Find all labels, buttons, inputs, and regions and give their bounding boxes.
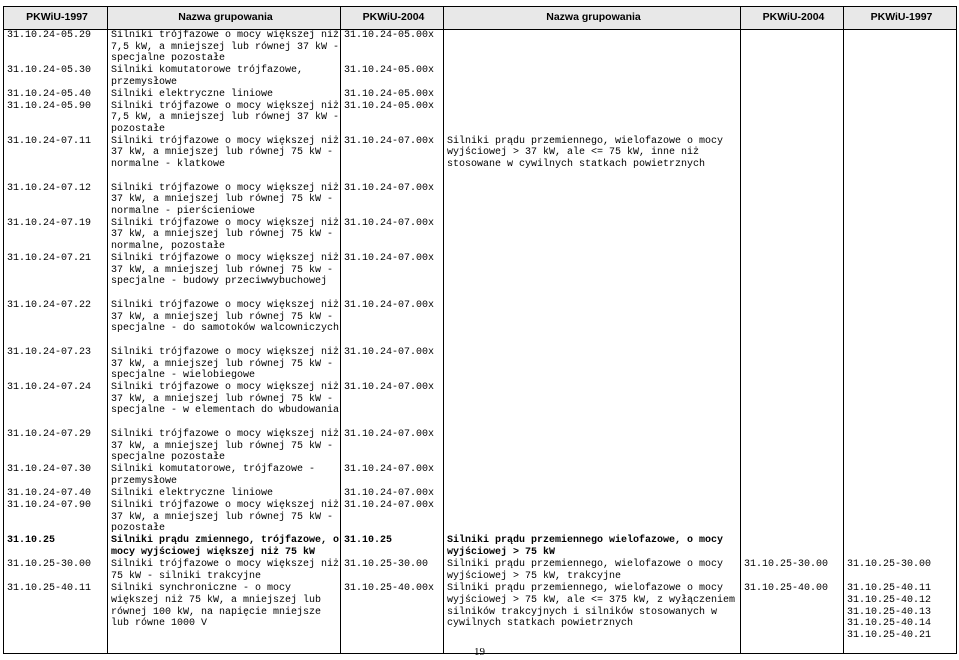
cell-col6: [844, 300, 957, 347]
cell-col6: [844, 464, 957, 488]
header-nazwa-grupowania: Nazwa grupowania: [108, 7, 341, 30]
cell-col4: [444, 347, 741, 382]
cell-col4: [444, 253, 741, 300]
cell-col5: [741, 488, 844, 500]
table-row: [4, 136, 957, 183]
cell-col5: [741, 429, 844, 464]
cell-col1: 31.10.24-07.19: [4, 218, 108, 253]
header-pkwiu-1997: PKWiU-1997: [4, 7, 108, 30]
cell-col2: Silniki trójfazowe o mocy większej niż 37 kW, a mniejszej lub równej 75 kW - specjalne - do samotoków walcowniczych: [108, 300, 341, 347]
cell-col5: [741, 101, 844, 136]
table-row: [4, 535, 957, 559]
cell-col4: Silniki prądu przemiennego wielofazowe, o mocy wyjściowej > 75 kW: [444, 535, 741, 559]
cell-col3: 31.10.24-07.00x: [341, 382, 444, 429]
cell-col4: [444, 300, 741, 347]
cell-col1: 31.10.24-05.30: [4, 65, 108, 88]
table-row: [4, 30, 957, 66]
table-row: [4, 382, 957, 429]
table-row: [4, 464, 957, 488]
cell-col5: [741, 183, 844, 218]
cell-col1: 31.10.24-07.30: [4, 464, 108, 488]
cell-col4: [444, 488, 741, 500]
cell-col3: 31.10.25-40.00x: [341, 583, 444, 653]
cell-col5: [741, 218, 844, 253]
cell-col5: [741, 347, 844, 382]
cell-col1: 31.10.24-07.22: [4, 300, 108, 347]
cell-col5: [741, 136, 844, 183]
cell-col1: 31.10.25: [4, 535, 108, 559]
cell-col4: [444, 500, 741, 535]
cell-col2: Silniki elektryczne liniowe: [108, 488, 341, 500]
table-row: [4, 183, 957, 218]
table-row: [4, 101, 957, 136]
cell-col6: [844, 429, 957, 464]
header-nazwa-grupowania-2004: Nazwa grupowania: [444, 7, 741, 30]
cell-col3: 31.10.25-30.00: [341, 559, 444, 583]
cell-col1: 31.10.25-40.11: [4, 583, 108, 653]
cell-col5: [741, 300, 844, 347]
cell-col6: [844, 253, 957, 300]
cell-col2: Silniki trójfazowe o mocy większej niż 37 kW, a mniejszej lub równej 75 kW - specjalne - w elementach do wbudowania: [108, 382, 341, 429]
cell-col6: [844, 488, 957, 500]
cell-col5: [741, 535, 844, 559]
table-row: [4, 89, 957, 101]
cell-col6: 31.10.25-40.11 31.10.25-40.12 31.10.25-40.13 31.10.25-40.14 31.10.25-40.21: [844, 583, 957, 653]
cell-col1: 31.10.24-05.90: [4, 101, 108, 136]
cell-col4: [444, 30, 741, 66]
cell-col3: 31.10.25: [341, 535, 444, 559]
cell-col4: Silniki prądu przemiennego, wielofazowe o mocy wyjściowej > 75 kW, ale <= 375 kW, z wyłączeniem silników trakcyjnych i silników stosowanych w cywilnych statkach powietrznych: [444, 583, 741, 653]
cell-col6: [844, 535, 957, 559]
cell-col3: 31.10.24-07.00x: [341, 464, 444, 488]
cell-col4: Silniki prądu przemiennego, wielofazowe o mocy wyjściowej > 37 kW, ale <= 75 kW, inne niż stosowane w cywilnych statkach powietrznych: [444, 136, 741, 183]
cell-col4: [444, 89, 741, 101]
cell-col3: 31.10.24-07.00x: [341, 300, 444, 347]
cell-col1: 31.10.24-05.29: [4, 30, 108, 66]
cell-col4: Silniki prądu przemiennego, wielofazowe o mocy wyjściowej > 75 kW, trakcyjne: [444, 559, 741, 583]
cell-col1: 31.10.24-07.24: [4, 382, 108, 429]
cell-col5: [741, 500, 844, 535]
cell-col3: 31.10.24-07.00x: [341, 347, 444, 382]
cell-col4: [444, 101, 741, 136]
cell-col1: 31.10.25-30.00: [4, 559, 108, 583]
cell-col2: Silniki komutatorowe, trójfazowe - przemysłowe: [108, 464, 341, 488]
cell-col2: Silniki trójfazowe o mocy większej niż 37 kW, a mniejszej lub równej 75 kW - normalne - klatkowe: [108, 136, 341, 183]
cell-col2: Silniki trójfazowe o mocy większej niż 37 kW, a mniejszej lub równej 75 kW - specjalne pozostałe: [108, 429, 341, 464]
cell-col3: 31.10.24-07.00x: [341, 500, 444, 535]
cell-col4: [444, 65, 741, 88]
page-number: 19: [474, 646, 485, 658]
cell-col1: 31.10.24-07.40: [4, 488, 108, 500]
cell-col6: [844, 218, 957, 253]
cell-col5: [741, 30, 844, 66]
cell-col6: [844, 500, 957, 535]
table-row: [4, 429, 957, 464]
cell-col6: [844, 347, 957, 382]
table-row: [4, 347, 957, 382]
cell-col4: [444, 429, 741, 464]
cell-col1: 31.10.24-07.29: [4, 429, 108, 464]
cell-col2: Silniki komutatorowe trójfazowe, przemysłowe: [108, 65, 341, 88]
header-pkwiu-1997-b: PKWiU-1997: [844, 7, 957, 30]
cell-col1: 31.10.24-07.23: [4, 347, 108, 382]
table-row: [4, 500, 957, 535]
cell-col4: [444, 218, 741, 253]
cell-col6: [844, 30, 957, 66]
cell-col4: [444, 183, 741, 218]
table-row: [4, 559, 957, 583]
cell-col2: Silniki trójfazowe o mocy większej niż 37 kW, a mniejszej lub równej 75 kW - normalne, pozostałe: [108, 218, 341, 253]
classification-table: [3, 6, 957, 654]
cell-col2: Silniki trójfazowe o mocy większej niż 7,5 kW, a mniejszej lub równej 37 kW - pozostałe: [108, 101, 341, 136]
cell-col6: 31.10.25-30.00: [844, 559, 957, 583]
cell-col2: Silniki trójfazowe o mocy większej niż 37 kW, a mniejszej lub równej 75 kW - specjalne - wielobiegowe: [108, 347, 341, 382]
cell-col5: [741, 65, 844, 88]
cell-col3: 31.10.24-07.00x: [341, 253, 444, 300]
cell-col2: Silniki trójfazowe o mocy większej niż 7,5 kW, a mniejszej lub równej 37 kW - specjalne pozostałe: [108, 30, 341, 66]
cell-col3: 31.10.24-07.00x: [341, 218, 444, 253]
cell-col5: [741, 89, 844, 101]
cell-col4: [444, 464, 741, 488]
cell-col1: 31.10.24-05.40: [4, 89, 108, 101]
cell-col1: 31.10.24-07.90: [4, 500, 108, 535]
cell-col2: Silniki trójfazowe o mocy większej niż 37 kW, a mniejszej lub równej 75 kw - specjalne - budowy przeciwwybuchowej: [108, 253, 341, 300]
cell-col5: 31.10.25-30.00: [741, 559, 844, 583]
cell-col5: [741, 382, 844, 429]
cell-col4: [444, 382, 741, 429]
cell-col2: Silniki trójfazowe o mocy większej niż 37 kW, a mniejszej lub równej 75 kW - pozostałe: [108, 500, 341, 535]
cell-col5: [741, 253, 844, 300]
header-row: [4, 7, 957, 30]
cell-col5: [741, 464, 844, 488]
cell-col3: 31.10.24-07.00x: [341, 183, 444, 218]
table-row: [4, 218, 957, 253]
cell-col6: [844, 136, 957, 183]
cell-col3: 31.10.24-05.00x: [341, 89, 444, 101]
cell-col2: Silniki elektryczne liniowe: [108, 89, 341, 101]
cell-col3: 31.10.24-07.00x: [341, 488, 444, 500]
cell-col1: 31.10.24-07.12: [4, 183, 108, 218]
table-row: [4, 488, 957, 500]
cell-col3: 31.10.24-05.00x: [341, 101, 444, 136]
header-pkwiu-2004: PKWiU-2004: [341, 7, 444, 30]
cell-col6: [844, 101, 957, 136]
header-pkwiu-2004-b: PKWiU-2004: [741, 7, 844, 30]
cell-col6: [844, 65, 957, 88]
cell-col6: [844, 183, 957, 218]
cell-col2: Silniki trójfazowe o mocy większej niż 75 kW - silniki trakcyjne: [108, 559, 341, 583]
cell-col1: 31.10.24-07.11: [4, 136, 108, 183]
cell-col6: [844, 382, 957, 429]
cell-col3: 31.10.24-07.00x: [341, 136, 444, 183]
cell-col2: Silniki trójfazowe o mocy większej niż 37 kW, a mniejszej lub równej 75 kW - normalne - pierścieniowe: [108, 183, 341, 218]
cell-col3: 31.10.24-05.00x: [341, 65, 444, 88]
table-row: [4, 253, 957, 300]
cell-col3: 31.10.24-05.00x: [341, 30, 444, 66]
table-row: [4, 300, 957, 347]
cell-col1: 31.10.24-07.21: [4, 253, 108, 300]
cell-col3: 31.10.24-07.00x: [341, 429, 444, 464]
table-row: [4, 583, 957, 653]
cell-col2: Silniki synchroniczne - o mocy większej niż 75 kW, a mniejszej lub równej 100 kW, na napięcie mniejsze lub równe 1000 V: [108, 583, 341, 653]
table-row: [4, 65, 957, 88]
cell-col5: 31.10.25-40.00: [741, 583, 844, 653]
cell-col6: [844, 89, 957, 101]
cell-col2: Silniki prądu zmiennego, trójfazowe, o mocy wyjściowej większej niż 75 kW: [108, 535, 341, 559]
